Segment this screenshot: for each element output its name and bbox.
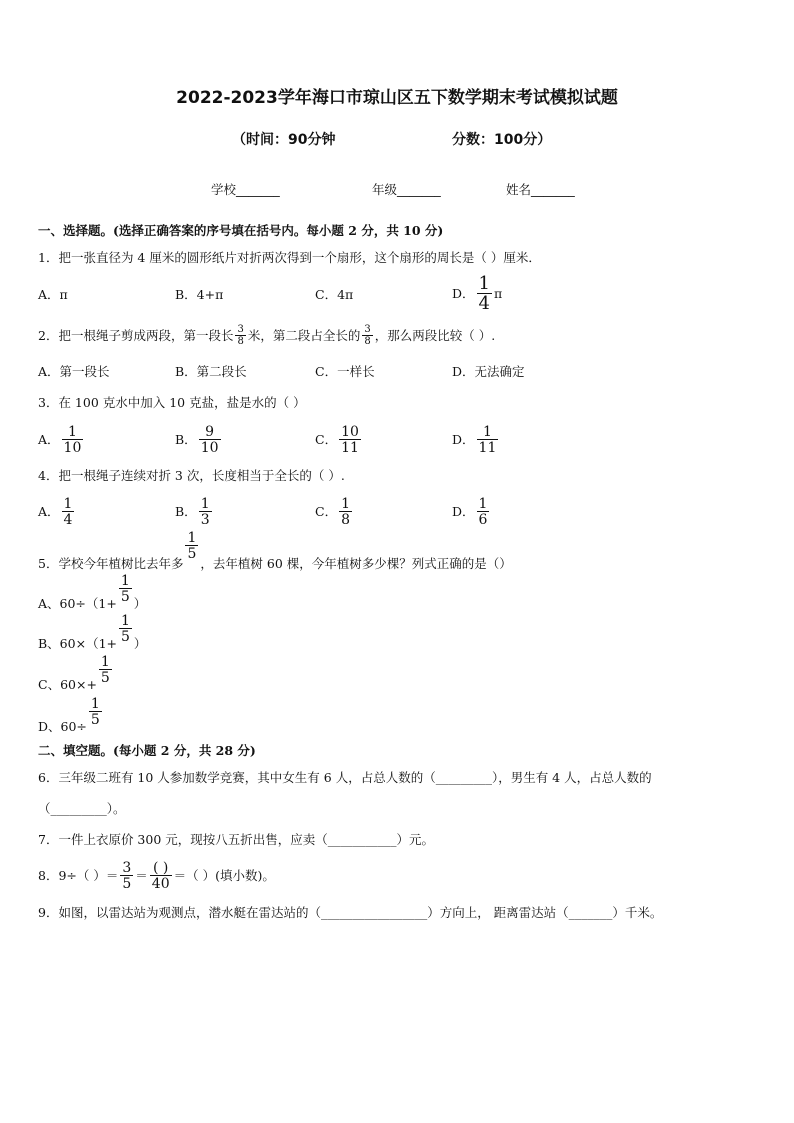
q3-a-label: A．	[38, 431, 60, 447]
q3-c-denominator: 11	[341, 440, 359, 456]
q3-d-denominator: 11	[478, 440, 497, 456]
q2-fraction-1	[235, 325, 245, 347]
q8-f2-numerator: ( )	[153, 860, 169, 876]
q3-a-numerator: 1	[67, 424, 77, 440]
q5-a-denominator: 5	[120, 589, 130, 605]
question-6-line-2: （_________）。	[38, 801, 126, 816]
q5-d-fraction	[89, 697, 102, 727]
q1-d-fraction	[477, 275, 492, 313]
q8-text-post: ＝（ ）(填小数)。	[173, 867, 275, 883]
question-1: 1．把一张直径为 4 厘米的圆形纸片对折两次得到一个扇形，这个扇形的周长是（ ）厘米．	[38, 250, 541, 265]
q4-b-label: B．	[175, 503, 197, 519]
q1-option-b: B．4+π	[175, 287, 224, 302]
q1-option-d	[452, 274, 502, 314]
exam-score: 分数：100分）	[452, 132, 552, 148]
q4-a-denominator: 4	[63, 512, 73, 528]
q4-c-numerator: 1	[341, 496, 350, 512]
q2-f1-denominator: 8	[237, 336, 244, 347]
q3-d-fraction	[477, 425, 499, 455]
q5-c-fraction	[99, 655, 112, 685]
q2-f2-numerator: 3	[364, 324, 371, 335]
q4-c-label: C．	[315, 503, 338, 519]
q3-b-label: B．	[175, 431, 197, 447]
q3-b-fraction	[199, 425, 221, 455]
q3-option-a	[38, 423, 85, 457]
q5-b-numerator: 1	[121, 613, 130, 629]
section1-heading: 一、选择题。(选择正确答案的序号填在括号内。每小题 2 分，共 10 分)	[38, 223, 444, 238]
q3-option-d	[452, 423, 500, 457]
q1-option-c: C．4π	[315, 287, 354, 302]
q4-c-denominator: 8	[341, 512, 350, 528]
q8-f2-denominator: 40	[151, 876, 170, 892]
q4-b-numerator: 1	[200, 496, 210, 512]
q4-option-d	[452, 494, 491, 530]
q8-equals: ＝	[135, 867, 148, 883]
q4-option-b	[175, 494, 214, 530]
q4-b-fraction	[199, 497, 212, 527]
question-6-line-1: 6．三年级二班有 10 人参加数学竞赛，其中女生有 6 人，占总人数的（_________），男生有 4 人，占总人数的	[38, 770, 652, 785]
q4-d-fraction	[477, 497, 490, 527]
q3-d-numerator: 1	[482, 424, 492, 440]
q1-d-numerator: 1	[478, 273, 490, 294]
q3-option-b	[175, 423, 223, 457]
exam-title: 2022-2023学年海口市琼山区五下数学期末考试模拟试题	[176, 88, 618, 108]
q3-a-fraction	[62, 425, 84, 455]
q5-fraction	[185, 531, 198, 561]
q2-option-c: C．一样长	[315, 364, 375, 379]
q4-option-a	[38, 494, 76, 530]
q8-f1-denominator: 5	[122, 876, 132, 892]
q5-c-pre: C、60×+	[38, 676, 97, 692]
q3-c-numerator: 10	[341, 424, 359, 440]
q4-b-denominator: 3	[200, 512, 210, 528]
q5-a-post: ）	[133, 595, 147, 611]
q3-option-c	[315, 423, 363, 457]
q8-fraction-1	[120, 861, 133, 891]
q4-a-fraction	[62, 497, 75, 527]
q5-numerator: 1	[187, 530, 197, 546]
section2-heading: 二、填空题。(每小题 2 分，共 28 分)	[38, 743, 256, 758]
q3-d-label: D．	[452, 431, 475, 447]
q1-d-suffix: π	[493, 285, 503, 301]
q4-d-numerator: 1	[478, 496, 488, 512]
q5-denominator: 5	[187, 546, 197, 562]
q2-fraction-2	[362, 325, 372, 347]
q5-option-a	[38, 573, 147, 611]
q2-option-d: D．无法确定	[452, 364, 525, 379]
q5-d-denominator: 5	[90, 712, 100, 728]
question-8	[38, 858, 275, 894]
question-7: 7．一件上衣原价 300 元，现按八五折出售，应卖（___________）元。	[38, 832, 435, 847]
q5-option-d	[38, 696, 104, 734]
q4-option-c	[315, 494, 354, 530]
q2-option-b: B．第二段长	[175, 364, 247, 379]
q4-d-denominator: 6	[478, 512, 488, 528]
q3-b-denominator: 10	[200, 440, 219, 456]
q3-c-label: C．	[315, 431, 338, 447]
question-5	[38, 530, 512, 571]
school-field: 学校_______	[211, 182, 280, 197]
q2-text-mid: 米，第二段占全长的	[247, 327, 361, 343]
q2-text-pre: 2．把一根绳子剪成两段，第一段长	[38, 327, 234, 343]
question-9: 9．如图，以雷达站为观测点，潜水艇在雷达站的（_________________）方向上， 距离雷达站（_______）千米。	[38, 905, 663, 920]
q3-c-fraction	[339, 425, 361, 455]
q5-b-denominator: 5	[121, 629, 130, 645]
q1-d-denominator: 4	[478, 293, 490, 314]
q5-b-post: ）	[133, 635, 147, 651]
q1-option-a: A．π	[38, 287, 68, 302]
q8-f1-numerator: 3	[122, 860, 132, 876]
q4-a-label: A．	[38, 503, 60, 519]
name-field: 姓名_______	[506, 182, 575, 197]
question-4: 4．把一根绳子连续对折 3 次，长度相当于全长的（ ）.	[38, 468, 345, 483]
q2-f2-denominator: 8	[364, 336, 371, 347]
q4-d-label: D．	[452, 503, 475, 519]
q2-option-a: A．第一段长	[38, 364, 110, 379]
question-3: 3．在 100 克水中加入 10 克盐，盐是水的（ ）	[38, 395, 306, 410]
q5-d-numerator: 1	[90, 696, 100, 712]
q5-text-post: ，去年植树 60 棵，今年植树多少棵？列式正确的是（）	[200, 555, 512, 571]
q5-b-pre: B、60×（1+	[38, 635, 117, 651]
q5-a-fraction	[119, 574, 132, 604]
q5-a-pre: A、60÷（1+	[38, 595, 117, 611]
q3-b-numerator: 9	[205, 424, 215, 440]
q5-a-numerator: 1	[120, 573, 130, 589]
q8-text-pre: 8．9÷（ ）＝	[38, 867, 119, 883]
q5-c-numerator: 1	[100, 654, 110, 670]
q2-f1-numerator: 3	[237, 324, 244, 335]
grade-field: 年级_______	[372, 182, 441, 197]
q5-text-pre: 5．学校今年植树比去年多	[38, 555, 184, 571]
q5-b-fraction	[119, 614, 132, 644]
exam-time: （时间：90分钟	[232, 132, 336, 148]
q3-a-denominator: 10	[63, 440, 82, 456]
q5-d-pre: D、60÷	[38, 718, 87, 734]
q2-text-post: ，那么两段比较（ ）.	[374, 327, 496, 343]
q1-d-label: D．	[452, 285, 475, 301]
q8-fraction-2	[150, 861, 172, 891]
q5-c-denominator: 5	[100, 670, 110, 686]
q4-a-numerator: 1	[63, 496, 73, 512]
question-2	[38, 320, 495, 352]
q4-c-fraction	[339, 497, 352, 527]
q5-option-c	[38, 654, 114, 692]
q5-option-b	[38, 613, 147, 651]
